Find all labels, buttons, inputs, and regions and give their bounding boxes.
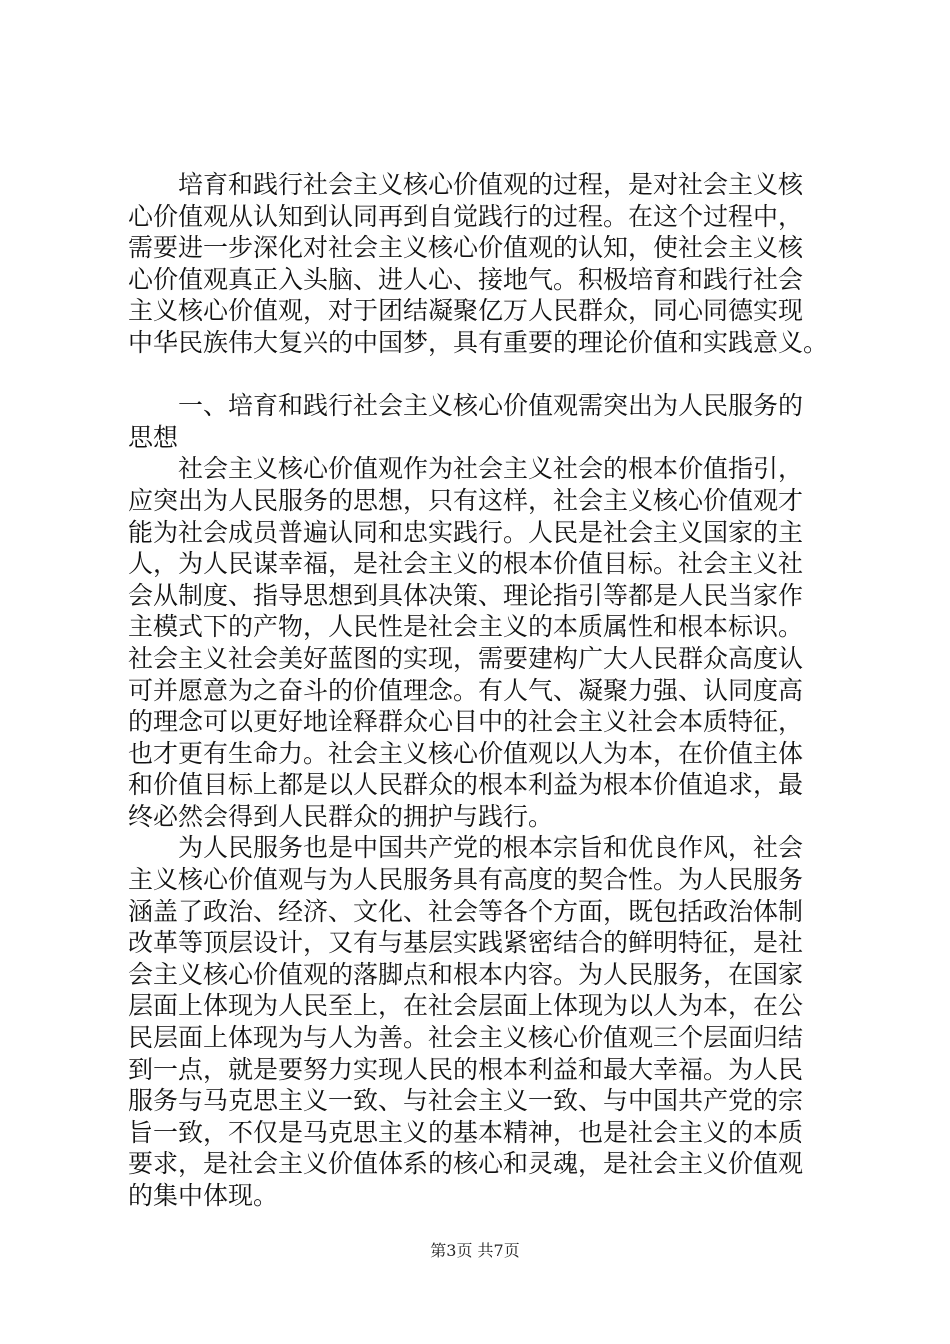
text-line: 和价值目标上都是以人民群众的根本利益为根本价值追求，最 — [128, 770, 804, 800]
text-line: 会从制度、指导思想到具体决策、理论指引等都是人民当家作 — [128, 580, 804, 610]
text-line: 心价值观真正入头脑、进人心、接地气。积极培育和践行社会 — [128, 264, 804, 294]
page-number: 第3页 共7页 — [430, 1241, 520, 1260]
text-line: 社会主义社会美好蓝图的实现，需要建构广大人民群众高度认 — [128, 643, 804, 673]
text-line: 旨一致，不仅是马克思主义的基本精神，也是社会主义的本质 — [128, 1117, 804, 1147]
text-line: 主义核心价值观与为人民服务具有高度的契合性。为人民服务 — [128, 865, 804, 895]
text-line: 主模式下的产物，人民性是社会主义的本质属性和根本标识。 — [128, 612, 804, 642]
text-line: 能为社会成员普遍认同和忠实践行。人民是社会主义国家的主 — [128, 517, 804, 547]
document-body — [128, 169, 840, 1212]
text-line: 涵盖了政治、经济、文化、社会等各个方面，既包括政治体制 — [128, 896, 804, 926]
body-paragraph-2 — [128, 832, 840, 1211]
section-heading — [128, 390, 840, 453]
text-line: 中华民族伟大复兴的中国梦，具有重要的理论价值和实践意义。 — [128, 327, 829, 357]
text-line: 要求，是社会主义价值体系的核心和灵魂，是社会主义价值观 — [128, 1149, 804, 1179]
text-line: 心价值观从认知到认同再到自觉践行的过程。在这个过程中， — [128, 201, 804, 231]
page-footer — [0, 1240, 950, 1262]
heading-line: 思想 — [128, 422, 179, 452]
body-paragraph-1 — [128, 453, 840, 832]
text-line: 服务与马克思主义一致、与社会主义一致、与中国共产党的宗 — [128, 1086, 804, 1116]
text-line: 可并愿意为之奋斗的价值理念。有人气、凝聚力强、认同度高 — [128, 675, 804, 705]
text-line: 改革等顶层设计，又有与基层实践紧密结合的鲜明特征，是社 — [128, 928, 804, 958]
text-line: 培育和践行社会主义核心价值观的过程，是对社会主义核 — [128, 170, 804, 199]
text-line: 终必然会得到人民群众的拥护与践行。 — [128, 801, 554, 831]
intro-paragraph — [128, 169, 840, 359]
paragraph-spacer — [128, 359, 840, 391]
text-line: 应突出为人民服务的思想，只有这样，社会主义核心价值观才 — [128, 485, 804, 515]
heading-line: 一、培育和践行社会主义核心价值观需突出为人民服务的 — [128, 391, 804, 421]
text-line: 社会主义核心价值观作为社会主义社会的根本价值指引， — [128, 454, 804, 484]
text-line: 民层面上体现为与人为善。社会主义核心价值观三个层面归结 — [128, 1023, 804, 1053]
text-line: 层面上体现为人民至上，在社会层面上体现为以人为本，在公 — [128, 991, 804, 1021]
text-line: 的理念可以更好地诠释群众心目中的社会主义社会本质特征， — [128, 707, 804, 737]
text-line: 为人民服务也是中国共产党的根本宗旨和优良作风，社会 — [128, 833, 804, 863]
text-line: 会主义核心价值观的落脚点和根本内容。为人民服务，在国家 — [128, 959, 804, 989]
text-line: 也才更有生命力。社会主义核心价值观以人为本，在价值主体 — [128, 738, 804, 768]
text-line: 人，为人民谋幸福，是社会主义的根本价值目标。社会主义社 — [128, 549, 804, 579]
text-line: 的集中体现。 — [128, 1181, 279, 1210]
text-line: 需要进一步深化对社会主义核心价值观的认知，使社会主义核 — [128, 233, 804, 263]
text-line: 主义核心价值观，对于团结凝聚亿万人民群众，同心同德实现 — [128, 296, 804, 326]
text-line: 到一点，就是要努力实现人民的根本利益和最大幸福。为人民 — [128, 1054, 804, 1084]
